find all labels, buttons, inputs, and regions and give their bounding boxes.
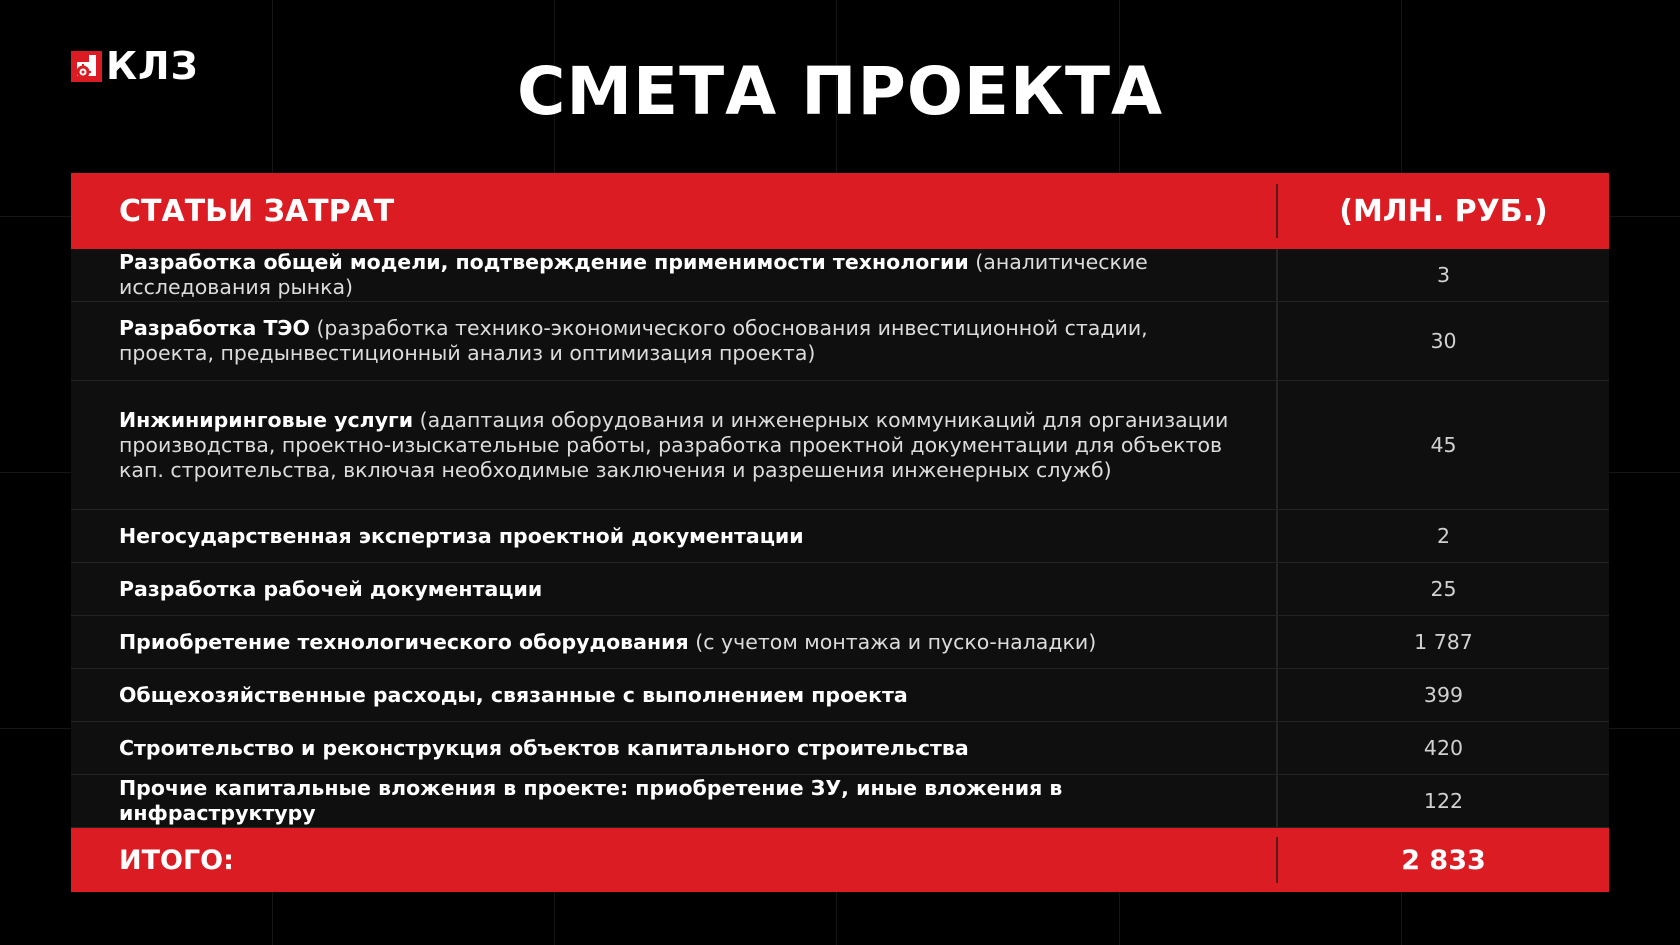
row-value: 420 bbox=[1423, 736, 1464, 760]
row-item-cell bbox=[71, 510, 1278, 562]
row-item-cell bbox=[71, 563, 1278, 615]
row-item-cell bbox=[71, 302, 1278, 380]
total-label-cell bbox=[71, 828, 1278, 892]
row-item-text bbox=[119, 630, 1096, 655]
row-title: Инжиниринговые услуги bbox=[119, 407, 414, 432]
row-item-text bbox=[119, 776, 1236, 826]
row-item-text bbox=[119, 577, 542, 602]
row-detail: (разработка технико-экономического обоснования инвестиционной стадии, проекта, предынвестиционный анализ и оптимизация проекта) bbox=[119, 316, 1148, 365]
row-value-cell bbox=[1278, 381, 1609, 509]
row-value-cell bbox=[1278, 775, 1609, 827]
row-value-cell bbox=[1278, 563, 1609, 615]
row-value-cell bbox=[1278, 616, 1609, 668]
table-total bbox=[71, 828, 1609, 892]
row-value: 122 bbox=[1423, 789, 1464, 813]
row-title: Разработка рабочей документации bbox=[119, 576, 543, 601]
row-detail: (с учетом монтажа и пуско-наладки) bbox=[695, 629, 1097, 654]
table-row bbox=[71, 616, 1609, 669]
row-item-cell bbox=[71, 669, 1278, 721]
row-title: Общехозяйственные расходы, связанные с выполнением проекта bbox=[119, 682, 908, 707]
row-detail: (аналитические исследования рынка) bbox=[119, 250, 1148, 299]
row-value: 2 bbox=[1436, 524, 1451, 548]
row-title: Разработка ТЭО bbox=[119, 316, 310, 340]
table-row bbox=[71, 302, 1609, 381]
row-value-cell bbox=[1278, 302, 1609, 380]
row-value-cell bbox=[1278, 722, 1609, 774]
row-value-cell bbox=[1278, 249, 1609, 301]
row-value: 3 bbox=[1436, 263, 1451, 287]
total-label: ИТОГО: bbox=[119, 844, 234, 876]
header-value-label: (МЛН. РУБ.) bbox=[1339, 193, 1548, 229]
row-item-text bbox=[119, 316, 1236, 366]
row-item-text bbox=[119, 736, 969, 761]
row-title: Прочие капитальные вложения в проекте: приобретение ЗУ, иные вложения в инфраструктуру bbox=[119, 776, 1063, 825]
row-item-cell bbox=[71, 616, 1278, 668]
row-item-text bbox=[119, 683, 908, 708]
table-row bbox=[71, 510, 1609, 563]
row-item-cell bbox=[71, 381, 1278, 509]
row-value: 1 787 bbox=[1414, 630, 1473, 654]
row-title: Строительство и реконструкция объектов капитального строительства bbox=[119, 735, 969, 760]
total-value-cell bbox=[1278, 828, 1609, 892]
page-title: СМЕТА ПРОЕКТА bbox=[516, 53, 1164, 130]
row-title: Разработка общей модели, подтверждение применимости технологии bbox=[119, 250, 969, 274]
table-header bbox=[71, 173, 1609, 249]
table-row bbox=[71, 381, 1609, 510]
row-item-cell bbox=[71, 722, 1278, 774]
row-item-cell bbox=[71, 249, 1278, 301]
table-row bbox=[71, 775, 1609, 828]
brand-name: КЛЗ bbox=[106, 44, 199, 88]
total-value: 2 833 bbox=[1401, 844, 1486, 876]
table-row bbox=[71, 563, 1609, 616]
row-item-text bbox=[119, 250, 1236, 300]
row-value: 399 bbox=[1423, 683, 1464, 707]
header-item-cell bbox=[71, 173, 1278, 249]
row-value-cell bbox=[1278, 669, 1609, 721]
table-row bbox=[71, 249, 1609, 302]
table-row bbox=[71, 669, 1609, 722]
row-value: 25 bbox=[1430, 577, 1457, 601]
row-value: 30 bbox=[1430, 329, 1457, 353]
row-title: Приобретение технологического оборудования bbox=[119, 629, 689, 654]
table-row bbox=[71, 722, 1609, 775]
row-detail: (адаптация оборудования и инженерных коммуникаций для организации производства, проектно-изыскательные работы, разработка проектной документации для объектов кап. строительства, включая необходимые заключения и разрешения инженерных служб) bbox=[119, 407, 1229, 482]
row-item-text bbox=[119, 524, 804, 549]
row-item-cell bbox=[71, 775, 1278, 827]
row-value-cell bbox=[1278, 510, 1609, 562]
row-value: 45 bbox=[1430, 433, 1457, 457]
budget-table bbox=[71, 173, 1609, 892]
header-item-label: СТАТЬИ ЗАТРАТ bbox=[119, 193, 395, 229]
header-value-cell bbox=[1278, 173, 1609, 249]
row-item-text bbox=[119, 408, 1236, 483]
row-title: Негосударственная экспертиза проектной документации bbox=[119, 523, 804, 548]
